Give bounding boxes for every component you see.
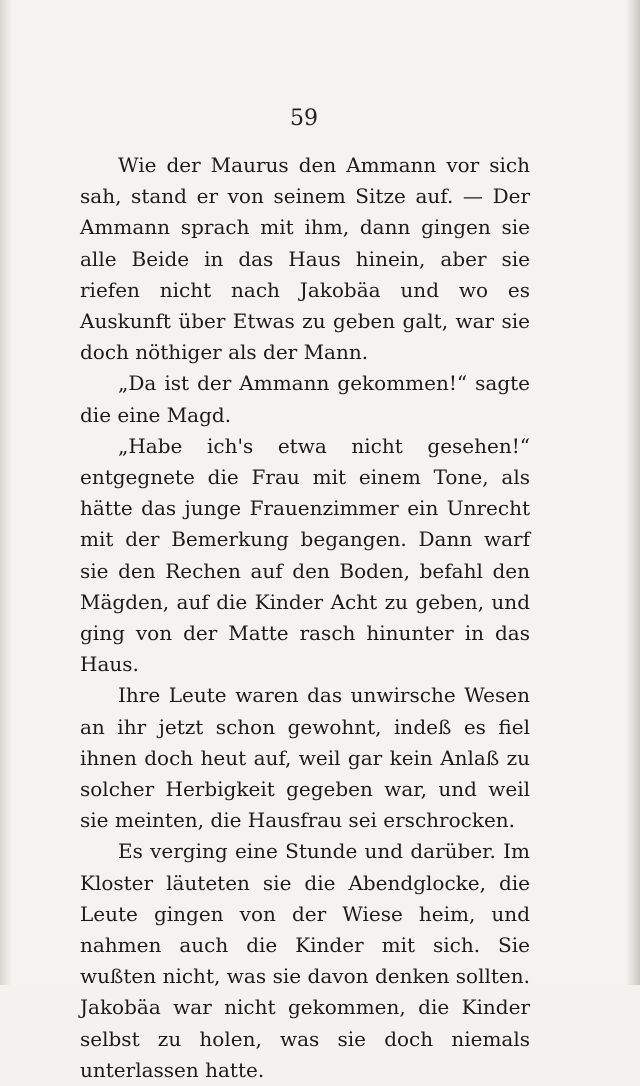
page-number: 59 — [290, 106, 318, 131]
paragraph-2: „Da ist der Ammann gekommen!“ sagte die eine Magd. — [80, 371, 530, 427]
body-text — [80, 150, 530, 1086]
paragraph-1: Wie der Maurus den Ammann vor sich sah, stand er von seinem Sitze auf. — Der Ammann sprach mit ihm, dann gingen sie alle Beide in das Haus hinein, aber sie riefen nicht nach Jakobäa und wo es Auskunft über Etwas zu geben galt, war sie doch nöthiger als der Mann. — [80, 153, 530, 365]
page-edge-right — [626, 0, 640, 985]
paragraph-3: „Habe ich's etwa nicht gesehen!“ entgegnete die Frau mit einem Tone, als hätte das junge Frauenzimmer ein Unrecht mit der Bemerkung begangen. Dann warf sie den Rechen auf den Boden, befahl den Mägden, auf die Kinder Acht zu geben, und ging von der Matte rasch hinunter in das Haus. — [80, 433, 530, 677]
paragraph-5: Es verging eine Stunde und darüber. Im Kloster läuteten sie die Abendglocke, die Leute gingen von der Wiese heim, und nahmen auch die Kinder mit sich. Sie wußten nicht, was sie davon denken sollten. Jakobäa war nicht gekommen, die Kinder selbst zu holen, was sie doch niemals unterlassen hatte. — [80, 839, 530, 1082]
paragraph-4: Ihre Leute waren das unwirsche Wesen an ihr jetzt schon gewohnt, indeß es fiel ihnen doch heut auf, weil gar kein Anlaß zu solcher Herbigkeit gegeben war, und weil sie meinten, die Hausfrau sei erschrocken. — [80, 683, 530, 833]
page-edge-left — [0, 0, 12, 985]
